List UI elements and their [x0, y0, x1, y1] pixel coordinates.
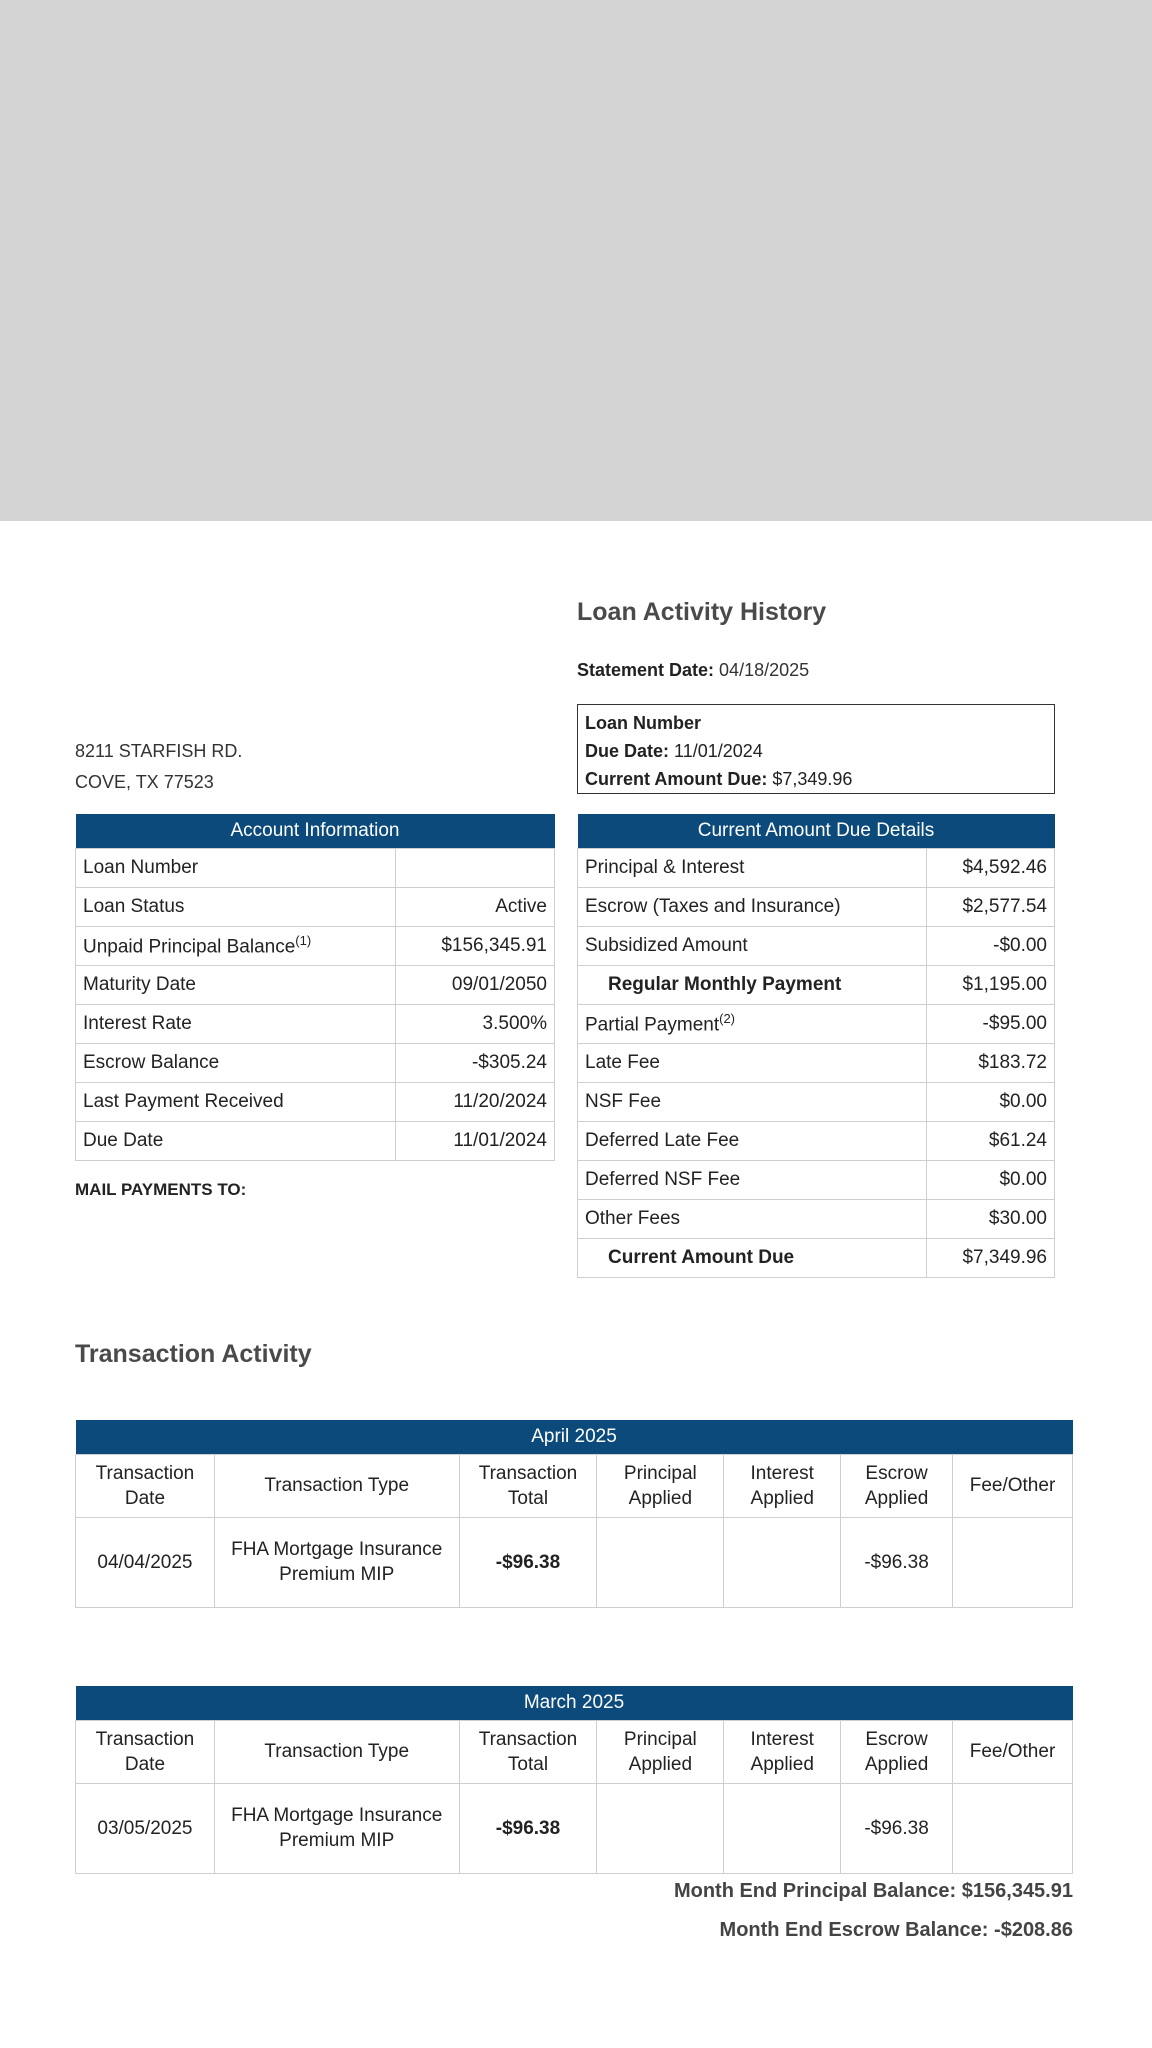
- transaction-type: FHA Mortgage Insurance Premium MIP: [214, 1783, 459, 1873]
- row-label: Interest Rate: [76, 1004, 396, 1043]
- table-row: [76, 887, 555, 926]
- escrow-balance-label: Month End Escrow Balance:: [719, 1919, 989, 1941]
- table-row: [578, 1121, 1055, 1160]
- transaction-table-april: [75, 1420, 1073, 1608]
- column-header: Escrow Applied: [841, 1454, 953, 1517]
- escrow-applied: -$96.38: [841, 1517, 953, 1607]
- row-label-cell: [76, 926, 396, 965]
- column-header: Transaction Date: [76, 1454, 215, 1517]
- statement-date-label: Statement Date:: [577, 660, 715, 680]
- principal-applied: [597, 1517, 724, 1607]
- row-label: Partial Payment: [585, 1014, 720, 1036]
- column-header: Escrow Applied: [841, 1720, 953, 1783]
- month-header: April 2025: [76, 1420, 1073, 1454]
- row-value: $61.24: [926, 1121, 1054, 1160]
- row-value: $1,195.00: [926, 965, 1054, 1004]
- row-value: $0.00: [926, 1082, 1054, 1121]
- row-value: $4,592.46: [926, 848, 1054, 887]
- row-value: -$0.00: [926, 926, 1054, 965]
- statement-date-value: 04/18/2025: [719, 660, 810, 680]
- table-row: [578, 848, 1055, 887]
- principal-balance-value: $156,345.91: [961, 1880, 1073, 1902]
- row-label: Principal & Interest: [578, 848, 927, 887]
- address-line-2: COVE, TX 77523: [75, 772, 214, 792]
- table-row: [76, 1121, 555, 1160]
- table-row: [76, 1783, 1073, 1873]
- transaction-date: 03/05/2025: [76, 1783, 215, 1873]
- row-value: 11/01/2024: [396, 1121, 555, 1160]
- loan-number-label: Loan Number: [585, 713, 702, 733]
- column-header: Transaction Date: [76, 1720, 215, 1783]
- row-label: Due Date: [76, 1121, 396, 1160]
- table-row: [76, 965, 555, 1004]
- month-end-escrow-balance: [720, 1919, 1073, 1942]
- interest-applied: [724, 1517, 841, 1607]
- row-label: Last Payment Received: [76, 1082, 396, 1121]
- table-row: [76, 1517, 1073, 1607]
- column-header: Principal Applied: [597, 1454, 724, 1517]
- interest-applied: [724, 1783, 841, 1873]
- due-date-value: 11/01/2024: [674, 741, 763, 761]
- current-amount-due-details-table: [577, 814, 1055, 1278]
- statement-date: [577, 660, 809, 681]
- principal-applied: [597, 1783, 724, 1873]
- page-title: Loan Activity History: [577, 598, 827, 626]
- table-row: [578, 1160, 1055, 1199]
- month-header: March 2025: [76, 1686, 1073, 1720]
- table-row: [578, 1238, 1055, 1277]
- row-value: $7,349.96: [926, 1238, 1054, 1277]
- transaction-total: -$96.38: [459, 1517, 597, 1607]
- principal-balance-label: Month End Principal Balance:: [673, 1880, 957, 1902]
- column-header: Transaction Type: [214, 1720, 459, 1783]
- mailing-address: [75, 736, 242, 798]
- month-end-principal-balance: [674, 1880, 1073, 1903]
- table-row: [578, 1004, 1055, 1043]
- row-value: Active: [396, 887, 555, 926]
- column-header: Interest Applied: [724, 1454, 841, 1517]
- table-row: [76, 1043, 555, 1082]
- table-row: [578, 1043, 1055, 1082]
- transaction-total: -$96.38: [459, 1783, 597, 1873]
- row-label: Loan Status: [76, 887, 396, 926]
- redacted-header-area: [0, 0, 1152, 521]
- footnote-marker: (2): [719, 1010, 736, 1026]
- escrow-applied: -$96.38: [841, 1783, 953, 1873]
- column-header: Principal Applied: [597, 1720, 724, 1783]
- footnote-marker: (1): [295, 932, 312, 948]
- escrow-balance-value: -$208.86: [994, 1919, 1073, 1941]
- transaction-activity-title: Transaction Activity: [75, 1340, 312, 1368]
- row-label: Loan Number: [76, 848, 396, 887]
- loan-summary-box: [577, 704, 1055, 794]
- address-line-1: 8211 STARFISH RD.: [75, 741, 243, 761]
- account-information-table: [75, 814, 555, 1161]
- due-date-label: Due Date:: [585, 741, 670, 761]
- row-value: 3.500%: [396, 1004, 555, 1043]
- row-label: Late Fee: [578, 1043, 927, 1082]
- column-header: Interest Applied: [724, 1720, 841, 1783]
- row-label-cell: [578, 1004, 927, 1043]
- mail-payments-label: MAIL PAYMENTS TO:: [75, 1180, 247, 1199]
- row-value: -$95.00: [926, 1004, 1054, 1043]
- row-label: Regular Monthly Payment: [578, 965, 927, 1004]
- row-value: $30.00: [926, 1199, 1054, 1238]
- row-label: Current Amount Due: [578, 1238, 927, 1277]
- row-label: Escrow Balance: [76, 1043, 396, 1082]
- transaction-table-march: [75, 1686, 1073, 1874]
- fee-other: [953, 1517, 1073, 1607]
- table-row: [578, 926, 1055, 965]
- column-header: Fee/Other: [953, 1454, 1073, 1517]
- column-header: Fee/Other: [953, 1720, 1073, 1783]
- row-value: [396, 848, 555, 887]
- table-row: [76, 1004, 555, 1043]
- row-label: Maturity Date: [76, 965, 396, 1004]
- current-amount-due-value: $7,349.96: [772, 769, 853, 789]
- row-label: Deferred Late Fee: [578, 1121, 927, 1160]
- table-row: [76, 848, 555, 887]
- row-value: 11/20/2024: [396, 1082, 555, 1121]
- row-value: $156,345.91: [396, 926, 555, 965]
- row-label: NSF Fee: [578, 1082, 927, 1121]
- transaction-date: 04/04/2025: [76, 1517, 215, 1607]
- table-row: [578, 965, 1055, 1004]
- table-row: [578, 1082, 1055, 1121]
- row-label: Deferred NSF Fee: [578, 1160, 927, 1199]
- row-value: -$305.24: [396, 1043, 555, 1082]
- table-row: [76, 1082, 555, 1121]
- row-value: $183.72: [926, 1043, 1054, 1082]
- row-label: Escrow (Taxes and Insurance): [578, 887, 927, 926]
- column-header: Transaction Total: [459, 1720, 597, 1783]
- row-value: $0.00: [926, 1160, 1054, 1199]
- row-label: Subsidized Amount: [578, 926, 927, 965]
- table-row: [578, 887, 1055, 926]
- fee-other: [953, 1783, 1073, 1873]
- table-row: [76, 926, 555, 965]
- row-label: Other Fees: [578, 1199, 927, 1238]
- row-value: $2,577.54: [926, 887, 1054, 926]
- table-row: [578, 1199, 1055, 1238]
- row-label: Unpaid Principal Balance: [83, 936, 296, 958]
- transaction-type: FHA Mortgage Insurance Premium MIP: [214, 1517, 459, 1607]
- column-header: Transaction Total: [459, 1454, 597, 1517]
- account-information-title: Account Information: [76, 814, 555, 848]
- amount-due-details-title: Current Amount Due Details: [578, 814, 1055, 848]
- column-header: Transaction Type: [214, 1454, 459, 1517]
- row-value: 09/01/2050: [396, 965, 555, 1004]
- current-amount-due-label: Current Amount Due:: [585, 769, 768, 789]
